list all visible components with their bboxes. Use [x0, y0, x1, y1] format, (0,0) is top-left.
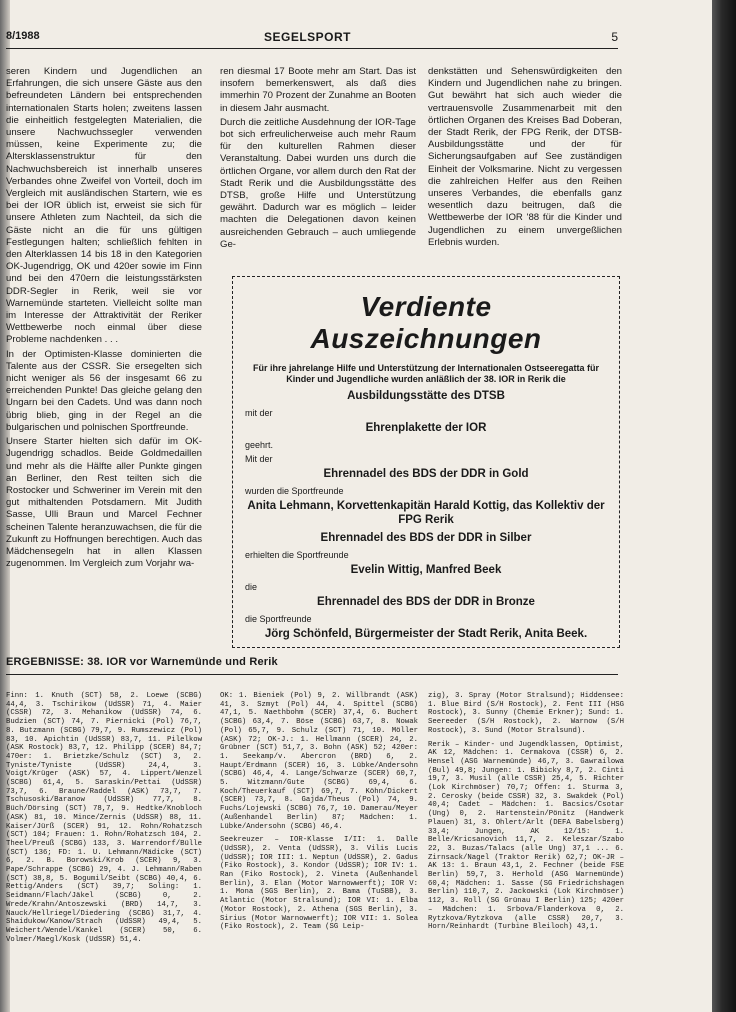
- article-column-2: [220, 66, 416, 262]
- award-name: Ehrennadel des BDS der DDR in Silber: [320, 532, 532, 544]
- results-column-3: [428, 692, 624, 932]
- award-connector: erhielten die Sportfreunde: [245, 550, 349, 560]
- article-column-3: [428, 66, 622, 262]
- award-recipient: Ausbildungsstätte des DTSB: [347, 390, 505, 402]
- award-connector: die: [245, 582, 258, 592]
- award-name: Ehrennadel des BDS der DDR in Gold: [323, 468, 529, 480]
- article-column-1: [6, 66, 202, 658]
- running-header: [6, 30, 618, 46]
- results-text: OK: 1. Bieniek (Pol) 9, 2. Willbrandt (ASK) 41, 3. Szmyt (Pol) 44, 4. Spittel (SCBG) 47,1, 5. Naethbohm (SCER) 37,4, 6. Buchert (SCBG) 63,4, 7. Böse (SCBG) 63,7, 8. Nowak (Pol) 65,7, 9. Schulz (SCT) 71, 10. Möller (ASK) 72; OK-J.: 1. Hellmann (SCER) 24, 2. Grübner (SCT) 51,7, 3. Bohn (ASK) 52; 420er: 1. Seekamp/v. Abercron (BRD) 6, 2. Haupt/Erdmann (SCER) 16, 3. Lübke/Andersohn (SCBG) 46,4, 4. Lange/Schwarze (SCER) 60,7, 5. Witzmann/Gute (SCBG) 69,4, 6. Koch/Theuerkauf (SCT) 69,7, 7. Köhn/Dickert (SCER) 73,7, 8. Gajda/Theus (Pol) 74, 9. Fuchs/Lojewski (SCBG) 76,7, 10. Damerau/Meyer (Außenhandel Berlin) 87; Mädchen: 1. Lübke/Andersohn (SCBG) 46,4.: [220, 692, 418, 831]
- article-paragraph: ren diesmal 17 Boote mehr am Start. Das ist insofern bemerkenswert, als daß dies immerhin 70 Prozent der Zunahme an Booten in diesem Jahr ausmacht.: [220, 66, 416, 114]
- award-title: Verdiente Auszeichnungen: [310, 291, 542, 354]
- page-number: 5: [611, 30, 618, 44]
- article-paragraph: Unsere Starter hielten sich dafür im OK-Jugendrigg schadlos. Beide Goldmedaillen und mehr als die Hälfte aller Punkte gingen an Berliner, den Rest teilten sich die Rostocker und Schweriner im Verein mit den gut mithaltenden Potsdamern. Mit Judith Sasse, Ulli Braun und Marcel Fechner scheinen Talente heranzuwachsen, die für die Zukunft zu Hoffnungen berechtigen. Auch das Mädchensegeln hat in allen Klassen zugenommen. Im Vergleich zum Vorjahr wa-: [6, 436, 202, 570]
- results-text: zig), 3. Spray (Motor Stralsund); Hiddensee: 1. Blue Bird (S/H Rostock), 2. Fent III (HSG Rostock), 3. Sunny (Chemie Erkner); Sund: 1. Seereeder (S/H Rostock), 2. Warnow (S/H Rostock), 3. Sund (Motor Stralsund).: [428, 692, 624, 735]
- award-name: Ehrennadel des BDS der DDR in Bronze: [317, 596, 535, 608]
- article-paragraph: seren Kindern und Jugendlichen an Erfahrungen, die sich unsere Gäste aus den befreundeten Ländern bei entsprechenden internationalen Starts holen; zweitens lassen die einheitlich festgelegten Materialien, die unsere Nachwuchssegler verwenden müssen, keine Experimente zu; die Altersklassenstruktur für den Nachwuchsbereich ist innerhalb unseres Verbandes ohne Zweifel von Vorteil, doch im Vergleich mit ausländischen Startern, wie es bei der IOR üblich ist, erweist sie sich für unsere Athleten zum Nachteil, da sich die Gäste nicht an die für uns gültigen Festlegungen halten; schließlich fehlten in den Alterklassen 14 bis 18 in den Kategorien OK-Jugendrigg, OK und 420er sowie im Finn und bei den 470ern die leistungsstärksten DDR-Segler in Rerik, weil sie vor Warnemünde starteten. Vielleicht sollte man im Interesse der Attraktivität der Reriker Wettbewerbe noch einmal über diese Probleme nachdenken . . .: [6, 66, 202, 346]
- book-binding: [712, 0, 736, 1012]
- award-recipient: Jörg Schönfeld, Bürgermeister der Stadt Rerik, Anita Beek.: [264, 628, 588, 640]
- award-recipient: Anita Lehmann, Korvettenkapitän Harald Kottig, das Kollektiv der FPG Rerik: [247, 500, 605, 526]
- award-connector: Mit der: [245, 454, 273, 464]
- results-column-2: [220, 692, 418, 932]
- results-text: Seekreuzer – IOR-Klasse I/II: 1. Dalle (UdSSR), 2. Venta (UdSSR), 3. Vilis Lucis (UdSSR); IOR III: 1. Neptun (UdSSR), 2. Gadus (Fiko Rostock), 3. Kondor (UdSSR); IOR IV: 1. Ran (Fiko Rostock), 2. Vineta (Außenhandel Berlin), 3. Elan (Motor Warnowwerft); IOR V: 1. Mona (SGS Berlin), 2. Bama (TuSBB), 3. Atlantic (Motor Stralsund); IOR VI: 1. Elba (Motor Rostock), 2. Athena (SGS Berlin), 3. Sirius (Motor Warnowwerft); IOR VII: 1. Solea (Fiko Rostock), 2. Team (SG Leip-: [220, 836, 418, 932]
- results-text: Finn: 1. Knuth (SCT) 58, 2. Loewe (SCBG) 44,4, 3. Tschirikow (UdSSR) 71, 4. Maier (CSSR) 72, 3. Mehanikow (UdSSR) 74, 6. Budzien (SCT) 74, 7. Piernicki (Pol) 76,7, 8. Butzmann (SCBG) 79,7, 9. Rumszewicz (Pol) 83, 10. Apichtin (UdSSR) 83,7, 11. Pilelkow (ASK Rostock) 83,7, 12. Philipp (SCER) 84,7; 470er: 1. Brietzke/Schulz (SCT) 3, 2. Tyniste/Tyniste (UdSSR) 24,4, 3. Voigt/Krüger (ASK) 57, 4. Lippert/Wenzel (SCBG) 61,4, 5. Saraskin/Pettai (UdSSR) 73,7, 6. Braune/Raddel (ASK) 73,7, 7. Tschusoski/Baranow (UdSSR) 77,7, 8. Büch/Dörsing (SCT) 78,7, 9. Hedtke/Knobloch (ASK) 81, 10. Mince/Zernis (UdSSR) 88, 11. Kaiser/Jürß (SCER) 91, 12. Rohn/Rohatzsch (SCT) 104; Frauen: 1. Rohn/Rohatzsch 104, 2. Theel/Preuß (SCBG) 133, 3. Warrendorf/Bülle (SCT) 136; FD: 1. U. Lehmann/Mädicke (SCT) 6, 2. B. Borowski/Krob (SCER) 9, 3. Pape/Schrappe (SCBG) 29, 4. J. Lehmann/Raben (SCT) 38,8, 5. Bogumil/Seibt (SCBG) 40,4, 6. Rettig/Anders (SCT) 39,7; Soling: 1. Seidmann/Flach/Jäkel (SCBG) 0, 2. Wrede/Krahn/Antoszewski (BRD) 14,7, 3. Nauck/Hellriegel/Diedering (SCBG) 31,7, 4. Shaidukow/Kanow/Strach (UdSSR) 49,4, 5. Weichert/Wendel/Kankel (SCER) 50, 6. Volmer/Maegl/Kosk (UdSSR) 51,4.: [6, 692, 202, 944]
- results-text: Rerik – Kinder- und Jugendklassen, Optimist, AK 12, Mädchen: 1. Cermakova (CSSR) 6, 2. Hensel (ASG Warnemünde) 46,7, 3. Gawrailowa (Bul) 49,8; Jungen: 1. Bibicky 8,7, 2. Cinti 19,7, 3. Musil (alle CSSR) 25,4, 5. Richter (Lok Kirchmöser) 70,7; Offen: 1. Sturma 3, 2. Cerosky (beide CSSR) 32, 3. Swakdek (Pol) 40,4; Cadet – Mädchen: 1. Bacsics/Csotar (Ung) 0, 2. Hartenstein/Pönitz (Handwerk Plauen) 31, 3. Ohlert/Arlt (DEFA Babelsberg) 33,4; Jungen, AK 12/15: 1. Belle/Kricsanovich 11,7, 2. Keleszar/Szabo 22, 3. Buzas/Talacs (alle Ung) 37,1 ... 6. Zirnsack/Nagel (Traktor Rerik) 62,7; OK-JR – AK 13: 1. Braun 43,1, 2. Fechner (beide FSE Berlin) 59,7, 3. Herhold (ASG Warnemünde) 60,4; Mädchen: 1. Sasse (SG Friedrichshagen Berlin) 110,7, 2. Jackowski (Lok Kirchmöser) 112, 3. Roll (SG Grünau I Berlin) 125; 420er – Mädchen: 1. Srbova/Flanderkova 0, 2. Rytzkova/Rytzkova (alle CSSR) 20,7, 3. Horn/Reinhardt (Turbine Bleiloch) 43,1.: [428, 740, 624, 932]
- article-paragraph: Durch die zeitliche Ausdehnung der IOR-Tage bot sich erfreulicherweise auch mehr Raum für den kulturellen Rahmen dieser Veranstaltung. Dabei wurden uns durch die örtlichen Organe, vor allem durch den Rat der Stadt Rerik und die Ausbildungsstätte des DTSB, große Hilfe und Unterstützung gewährt. Dadurch war es möglich – leider machten die Delegationen davon keinen ausreichenden Gebrauch – auch umliegende Ge-: [220, 116, 416, 250]
- award-intro: Für ihre jahrelange Hilfe und Unterstützung der Internationalen Ostseeregatta für Kinder und Jugendliche wurden anläßlich der 38. IOR in Rerik die: [252, 363, 600, 384]
- award-box: [232, 276, 620, 648]
- award-name: Ehrenplakette der IOR: [365, 422, 487, 434]
- results-heading: ERGEBNISSE: 38. IOR vor Warnemünde und Rerik: [6, 656, 278, 668]
- article-paragraph: denkstätten und Sehenswürdigkeiten den Kindern und Jugendlichen nahe zu bringen. Gut bewährt hat sich auch wieder die vertrauensvolle Zusammenarbeit mit den örtlichen Organen des Kreises Bad Doberan, der Stadt Rerik, der FPG Rerik, der DTSB-Ausbildungsstätte und der für Sicherungsaufgaben auf See zuständigen Einheit der Volksmarine. Nicht zu vergessen die zahlreichen Helfer aus den Reihen unseres Verbandes, die ebenfalls ganz wesentlich dazu beitrugen, daß die Wettbewerbe der IOR '88 für die Kinder und Jugendlichen zu einem unvergeßlichen Erlebnis wurden.: [428, 66, 622, 248]
- award-connector: die Sportfreunde: [245, 614, 312, 624]
- award-connector: mit der: [245, 408, 273, 418]
- magazine-title: SEGELSPORT: [264, 30, 352, 44]
- article-paragraph: In der Optimisten-Klasse dominierten die Talente aus der CSSR. Sie ersegelten sich nicht weniger als 56 der insgesamt 66 zu erreichenden Punkte! Das gleiche gelang den Ungarn bei den Cadets. Und was dann noch übrig blieb, ging in der Regel an die bulgarischen und polnischen Sportfreunde.: [6, 348, 202, 433]
- award-recipient: Evelin Wittig, Manfred Beek: [350, 564, 502, 576]
- award-connector: geehrt.: [245, 440, 274, 450]
- results-rule: [6, 674, 618, 675]
- results-column-1: [6, 692, 202, 972]
- issue-number: 8/1988: [6, 30, 40, 42]
- header-rule: [6, 48, 618, 49]
- award-connector: wurden die Sportfreunde: [245, 486, 344, 496]
